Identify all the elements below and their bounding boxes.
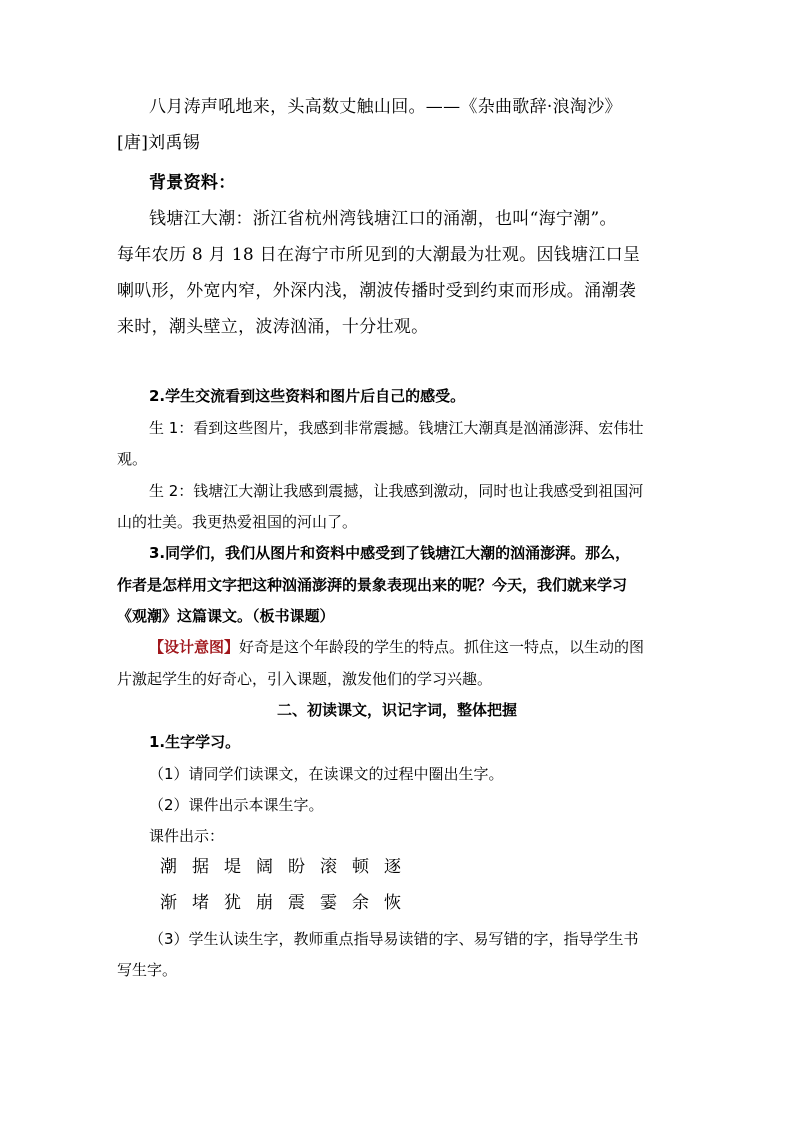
student-1-line-2: 观。 [117, 450, 148, 468]
character: 渐 [160, 893, 177, 913]
design-intent-tag: 【设计意图】 [149, 638, 240, 656]
character: 崩 [256, 893, 273, 913]
design-intent-line-1 [149, 637, 644, 657]
intro-line-3: 《观潮》这篇课文。（板书课题） [117, 607, 335, 625]
student-1-line-1: 生 1：看到这些图片，我感到非常震撼。钱塘江大潮真是汹涌澎湃、宏伟壮 [149, 419, 644, 437]
background-paragraph-line-1: 钱塘江大潮：浙江省杭州湾钱塘江口的涌潮，也叫“海宁潮”。 [149, 209, 617, 229]
section-2-heading: 二、初读课文，识记字词，整体把握 [276, 701, 517, 719]
sub-item-1: （1）请同学们读课文，在读课文的过程中圈出生字。 [149, 765, 504, 783]
character: 余 [352, 893, 369, 913]
student-2-line-2: 山的壮美。我更热爱祖国的河山了。 [117, 513, 358, 531]
character: 据 [192, 857, 209, 877]
character: 震 [288, 893, 305, 913]
design-intent-line-2: 片激起学生的好奇心，引入课题，激发他们的学习兴趣。 [117, 670, 493, 688]
character: 阔 [256, 857, 273, 877]
poem-author: [唐]刘禹锡 [117, 133, 201, 153]
character: 逐 [384, 857, 401, 877]
character: 滚 [320, 857, 337, 877]
background-paragraph-line-3: 喇叭形，外宽内窄，外深内浅，潮波传播时受到约束而形成。涌潮袭 [117, 281, 636, 301]
character: 犹 [224, 893, 241, 913]
character: 恢 [384, 893, 401, 913]
background-paragraph-line-4: 来时，潮头壁立，波涛汹涌，十分壮观。 [117, 317, 429, 337]
intro-line-2: 作者是怎样用文字把这种汹涌澎湃的景象表现出来的呢？今天，我们就来学习 [117, 576, 628, 594]
student-2-line-1: 生 2：钱塘江大潮让我感到震撼，让我感到激动，同时也让我感受到祖国河 [149, 482, 644, 500]
sub-item-3-line-2: 写生字。 [117, 961, 178, 979]
characters-row-1 [160, 857, 416, 877]
character: 堤 [224, 857, 241, 877]
background-heading: 背景资料： [149, 173, 236, 193]
item-1-title: 1.生字学习。 [149, 733, 241, 751]
character: 盼 [288, 857, 305, 877]
character: 顿 [352, 857, 369, 877]
courseware-label: 课件出示： [149, 827, 225, 845]
sub-item-3-line-1: （3）学生认读生字，教师重点指导易读错的字、易写错的字，指导学生书 [149, 930, 639, 948]
sub-item-2: （2）课件出示本课生字。 [149, 796, 324, 814]
character: 霎 [320, 893, 337, 913]
intro-line-1: 3.同学们，我们从图片和资料中感受到了钱塘江大潮的汹涌澎湃。那么， [149, 544, 631, 562]
character: 堵 [192, 893, 209, 913]
characters-row-2 [160, 893, 416, 913]
poem-line-1: 八月涛声吼地来，头高数丈触山回。——《杂曲歌辞·浪淘沙》 [149, 97, 622, 117]
design-intent-text: 好奇是这个年龄段的学生的特点。抓住这一特点，以生动的图 [239, 638, 645, 656]
character: 潮 [160, 857, 177, 877]
background-paragraph-line-2: 每年农历 8 月 18 日在海宁市所见到的大潮最为壮观。因钱塘江口呈 [117, 245, 641, 265]
discussion-title: 2.学生交流看到这些资料和图片后自己的感受。 [149, 387, 466, 405]
